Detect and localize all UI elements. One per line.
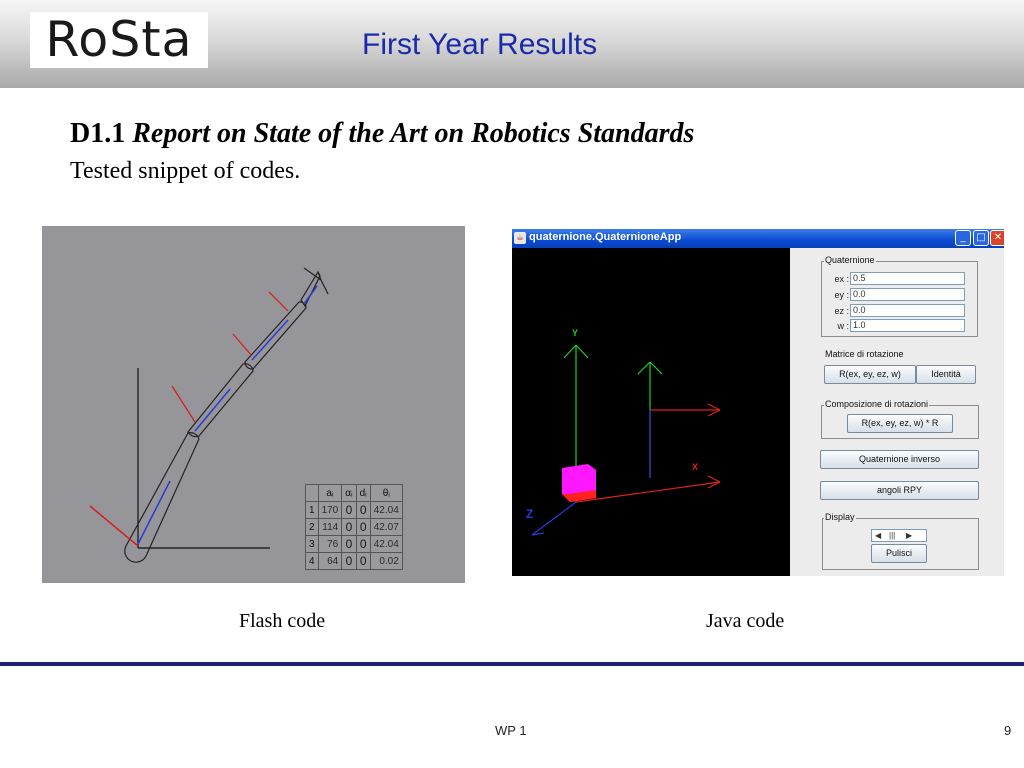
y-axis-label: Y (572, 328, 579, 338)
display-slider[interactable] (871, 529, 927, 542)
window-title: quaternione.QuaternioneApp (529, 231, 682, 243)
clear-button[interactable]: Pulisci (871, 544, 927, 563)
dh-parameter-table (305, 484, 403, 570)
inverse-quaternion-button[interactable]: Quaternione inverso (820, 450, 979, 469)
axes-drawing (512, 248, 790, 576)
cell-alpha: 0 (342, 502, 356, 519)
cell-d: 0 (356, 519, 370, 536)
quaternione-group-label: Quaternione (825, 255, 875, 265)
header-a: aᵢ (318, 485, 342, 502)
footer-rule (0, 662, 1024, 666)
matrice-group-label: Matrice di rotazione (825, 349, 904, 359)
row-index: 4 (306, 553, 319, 570)
slider-thumb[interactable]: ||| (889, 531, 896, 540)
header-alpha: αᵢ (342, 485, 356, 502)
table-header-row (306, 485, 403, 502)
header-index (306, 485, 319, 502)
cell-a: 114 (318, 519, 342, 536)
identity-button[interactable]: Identità (916, 365, 976, 384)
slide-header (0, 0, 1024, 88)
controls-panel (790, 248, 1004, 576)
cell-a: 64 (318, 553, 342, 570)
header-theta: θᵢ (370, 485, 402, 502)
flash-screenshot (42, 226, 465, 583)
flash-caption: Flash code (239, 610, 326, 632)
row-index: 1 (306, 502, 319, 519)
table-row (306, 502, 403, 519)
cell-alpha: 0 (342, 536, 356, 553)
close-icon[interactable]: ✕ (990, 230, 1004, 246)
slider-right-arrow-icon[interactable]: ▶ (906, 531, 913, 540)
ez-label: ez : (834, 306, 849, 316)
row-index: 2 (306, 519, 319, 536)
table-row (306, 536, 403, 553)
slide-title: First Year Results (362, 28, 598, 61)
cell-alpha: 0 (342, 553, 356, 570)
display-group-label: Display (825, 512, 855, 522)
x-axis-label: X (692, 462, 699, 472)
table-row (306, 519, 403, 536)
row-index: 3 (306, 536, 319, 553)
page-number: 9 (1004, 723, 1012, 738)
window-titlebar[interactable] (512, 229, 1004, 248)
cell-theta: 0.02 (370, 553, 402, 570)
minimize-icon[interactable]: _ (955, 230, 971, 246)
ez-field[interactable]: 0.0 (850, 304, 965, 317)
ex-label: ex : (834, 274, 849, 284)
ey-field[interactable]: 0.0 (850, 288, 965, 301)
java-app-window (512, 229, 1004, 576)
deliverable-heading (70, 118, 694, 150)
cell-d: 0 (356, 553, 370, 570)
deliverable-code: D1.1 (70, 118, 126, 149)
rotation-matrix-button[interactable]: R(ex, ey, ez, w) (824, 365, 916, 384)
maximize-icon[interactable]: □ (973, 230, 989, 246)
ey-label: ey : (834, 290, 849, 300)
header-d: dᵢ (356, 485, 370, 502)
compose-rotation-button[interactable]: R(ex, ey, ez, w) * R (847, 414, 953, 433)
ex-field[interactable]: 0.5 (850, 272, 965, 285)
composizione-group-label: Composizione di rotazioni (825, 399, 929, 409)
w-label: w : (837, 321, 849, 331)
rosta-logo: RoSta (30, 12, 208, 68)
deliverable-subtitle: Tested snippet of codes. (70, 158, 301, 184)
cell-d: 0 (356, 536, 370, 553)
cell-a: 170 (318, 502, 342, 519)
cell-d: 0 (356, 502, 370, 519)
3d-canvas[interactable] (512, 248, 790, 576)
cell-alpha: 0 (342, 519, 356, 536)
cell-a: 76 (318, 536, 342, 553)
java-cup-icon: ☕ (515, 233, 525, 243)
java-caption: Java code (706, 610, 785, 632)
deliverable-title: Report on State of the Art on Robotics Standards (132, 118, 695, 149)
table-row (306, 553, 403, 570)
slider-left-arrow-icon[interactable]: ◀ (875, 531, 882, 540)
z-axis-label: Z (526, 507, 534, 521)
cell-theta: 42.07 (370, 519, 402, 536)
rpy-angles-button[interactable]: angoli RPY (820, 481, 979, 500)
footer-workpackage: WP 1 (495, 723, 527, 738)
w-field[interactable]: 1.0 (850, 319, 965, 332)
cell-theta: 42.04 (370, 502, 402, 519)
cell-theta: 42.04 (370, 536, 402, 553)
